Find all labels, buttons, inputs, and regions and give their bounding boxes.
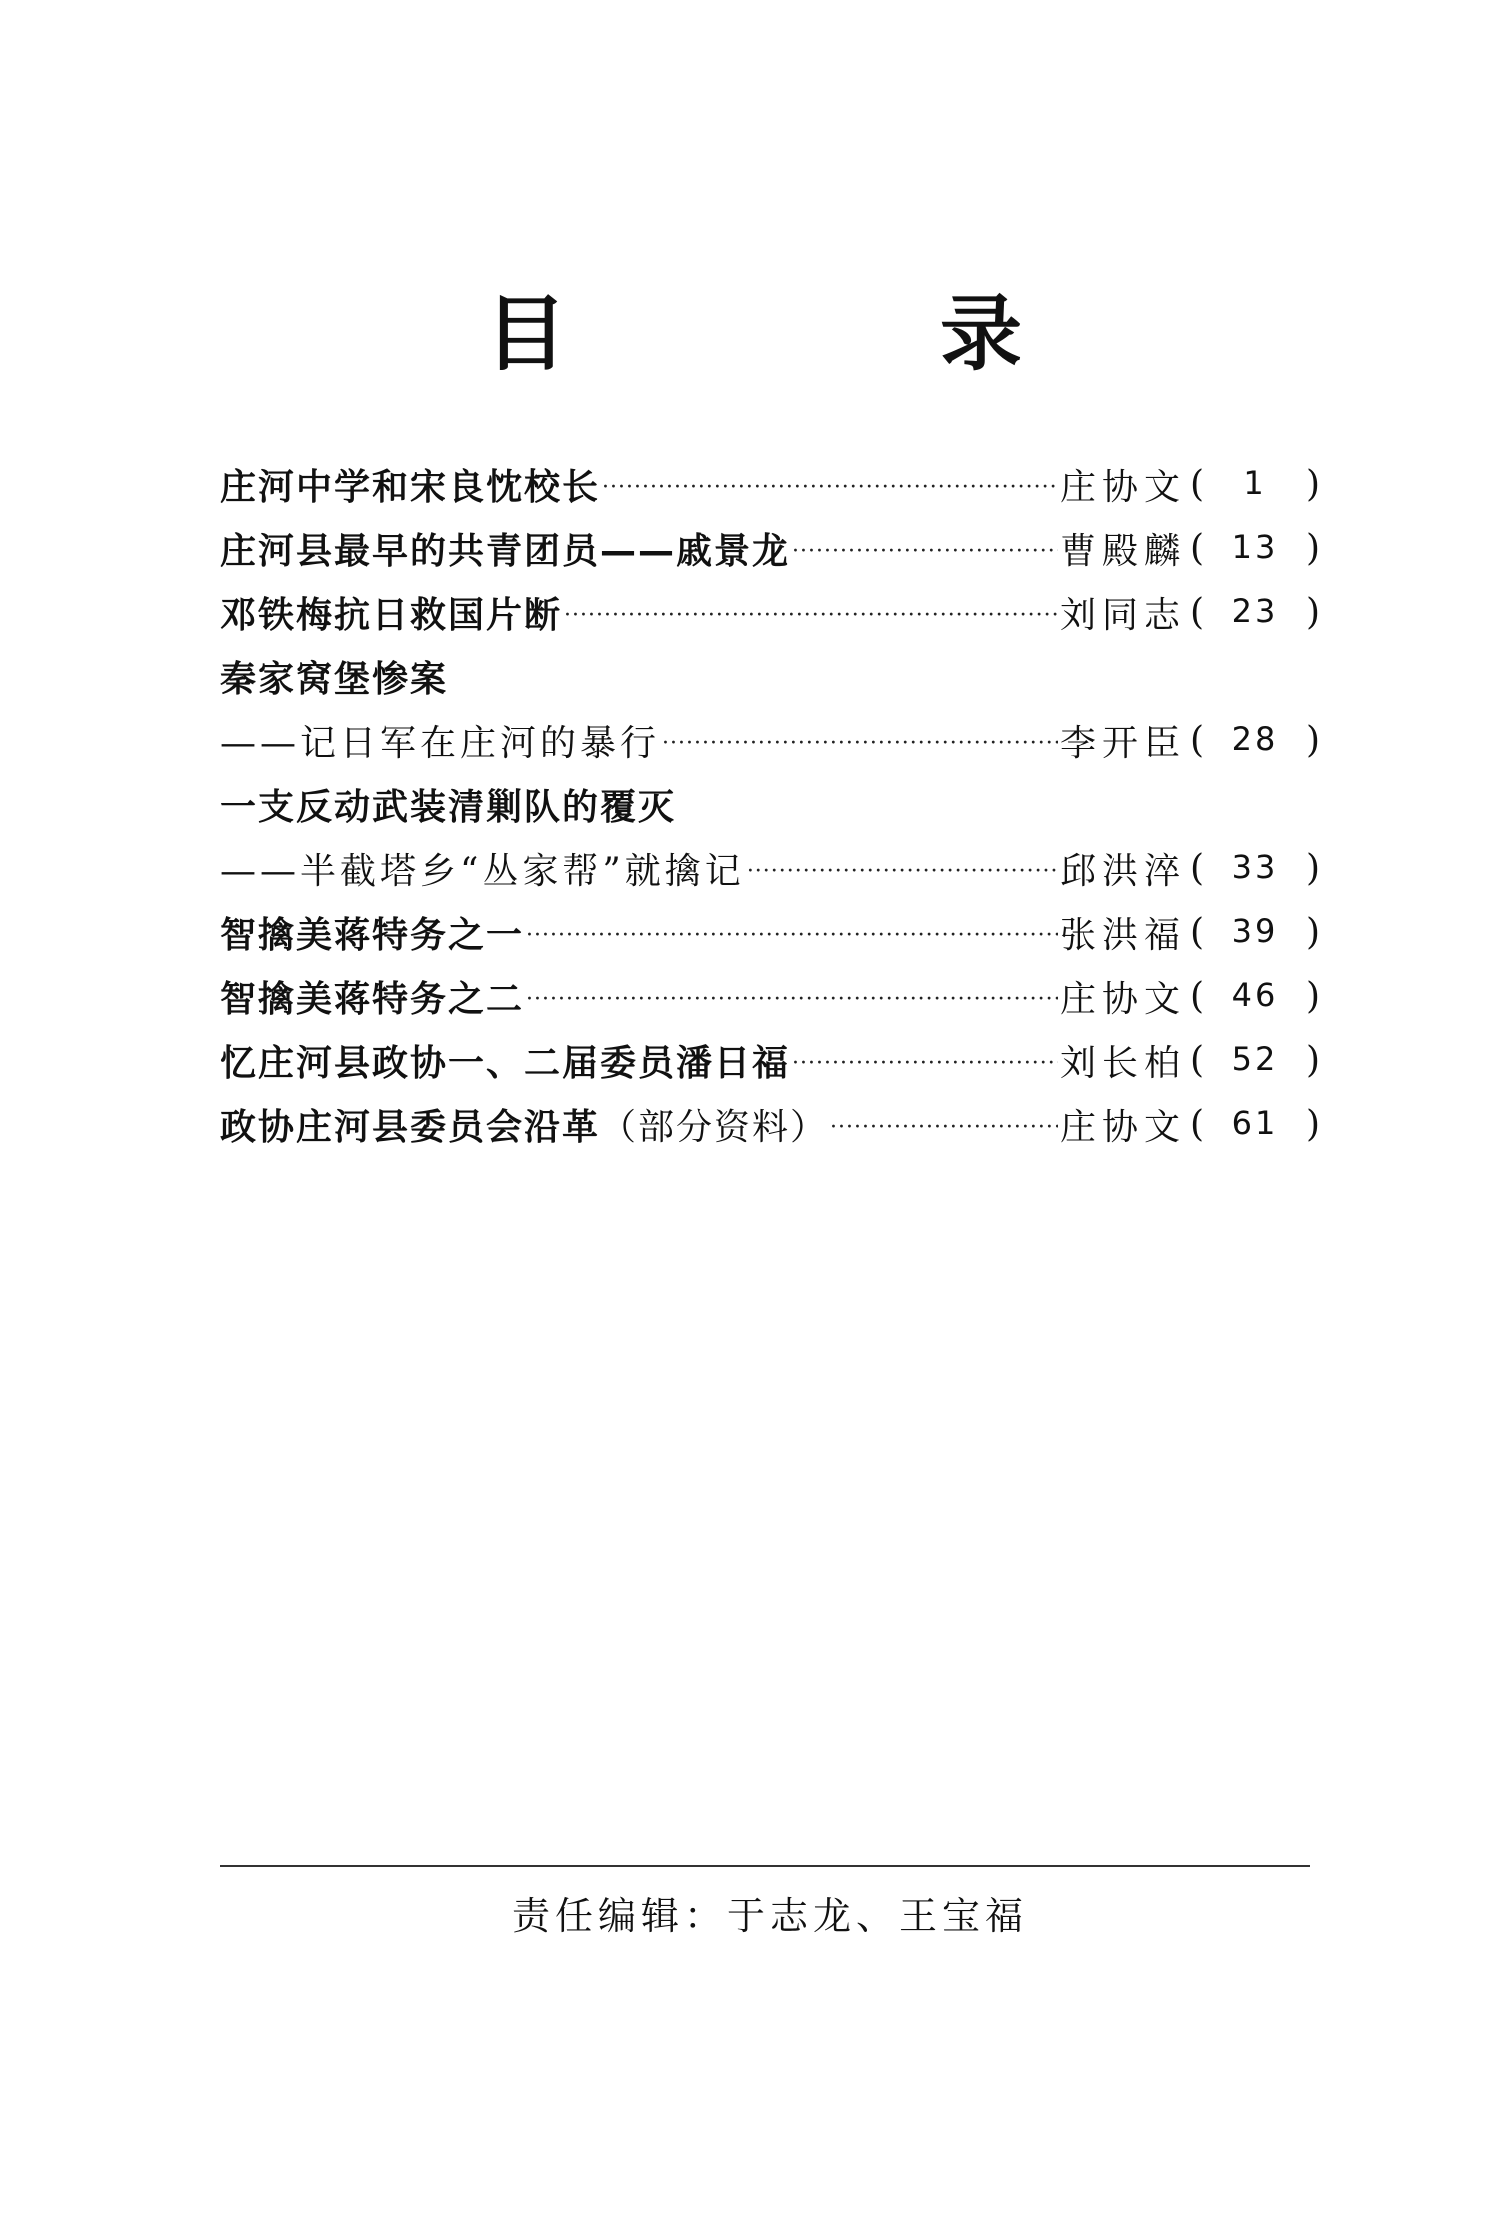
toc-entry-author: 庄协文 xyxy=(1060,466,1187,508)
toc-entry[interactable] xyxy=(220,452,1320,516)
leader-dots xyxy=(747,850,1058,886)
toc-entry-author: 庄协文 xyxy=(1060,978,1187,1020)
toc-entry-heading[interactable] xyxy=(220,772,1320,836)
page-title xyxy=(220,285,1310,395)
toc-entry-author: 曹殿麟 xyxy=(1060,530,1187,572)
table-of-contents xyxy=(220,452,1320,1156)
leader-dots xyxy=(830,1106,1058,1142)
toc-entry-page: ( 46 ) xyxy=(1190,975,1320,1017)
leader-dots xyxy=(662,722,1058,758)
toc-entry-page: ( 13 ) xyxy=(1190,527,1320,569)
toc-entry-page: ( 28 ) xyxy=(1190,719,1320,761)
toc-entry[interactable] xyxy=(220,836,1320,900)
toc-entry-title: 智擒美蒋特务之一 xyxy=(220,914,525,956)
toc-entry-author: 刘同志 xyxy=(1060,594,1187,636)
toc-entry-title: 秦家窝堡惨案 xyxy=(220,658,449,700)
toc-entry[interactable] xyxy=(220,708,1320,772)
toc-entry-subtitle: ——半截塔乡“丛家帮”就擒记 xyxy=(220,850,745,892)
toc-entry-title: 邓铁梅抗日救国片断 xyxy=(220,594,563,636)
leader-dots xyxy=(526,914,1058,950)
toc-entry-title: 一支反动武装清剿队的覆灭 xyxy=(220,786,677,828)
toc-entry-page: ( 61 ) xyxy=(1190,1103,1320,1145)
toc-entry-author: 刘长柏 xyxy=(1060,1042,1187,1084)
leader-dots xyxy=(526,978,1058,1014)
editors-credit: 责任编辑：于志龙、王宝福 xyxy=(512,1894,1029,1938)
toc-entry-subtitle: ——记日军在庄河的暴行 xyxy=(220,722,661,764)
toc-entry[interactable] xyxy=(220,516,1320,580)
toc-entry-title: 庄河中学和宋良忱校长 xyxy=(220,466,601,508)
leader-dots xyxy=(602,466,1058,502)
toc-entry-author: 邱洪淬 xyxy=(1060,850,1187,892)
toc-entry-heading[interactable] xyxy=(220,644,1320,708)
toc-entry-page: ( 1 ) xyxy=(1190,463,1320,505)
leader-dots xyxy=(792,1042,1058,1078)
toc-entry[interactable] xyxy=(220,1092,1320,1156)
toc-entry-title: 忆庄河县政协一、二届委员潘日福 xyxy=(220,1042,791,1084)
toc-entry[interactable] xyxy=(220,964,1320,1028)
toc-entry[interactable] xyxy=(220,900,1320,964)
leader-dots xyxy=(792,530,1058,566)
toc-entry-page: ( 23 ) xyxy=(1190,591,1320,633)
toc-entry[interactable] xyxy=(220,1028,1320,1092)
toc-entry-page: ( 39 ) xyxy=(1190,911,1320,953)
title-char-left: 目 xyxy=(485,287,568,382)
toc-entry-page: ( 52 ) xyxy=(1190,1039,1320,1081)
toc-entry-title: 智擒美蒋特务之二 xyxy=(220,978,525,1020)
toc-entry-title: 庄河县最早的共青团员——戚景龙 xyxy=(220,530,791,572)
toc-entry-author: 李开臣 xyxy=(1060,722,1187,764)
leader-dots xyxy=(564,594,1058,630)
title-char-right: 录 xyxy=(940,287,1023,382)
footer-divider xyxy=(220,1865,1310,1867)
toc-entry-author: 庄协文 xyxy=(1060,1106,1187,1148)
toc-entry-author: 张洪福 xyxy=(1060,914,1187,956)
toc-entry-page: ( 33 ) xyxy=(1190,847,1320,889)
toc-entry-subtitle: （部分资料） xyxy=(600,1106,829,1148)
toc-entry-title: 政协庄河县委员会沿革（部分资料） xyxy=(220,1106,829,1148)
toc-entry[interactable] xyxy=(220,580,1320,644)
